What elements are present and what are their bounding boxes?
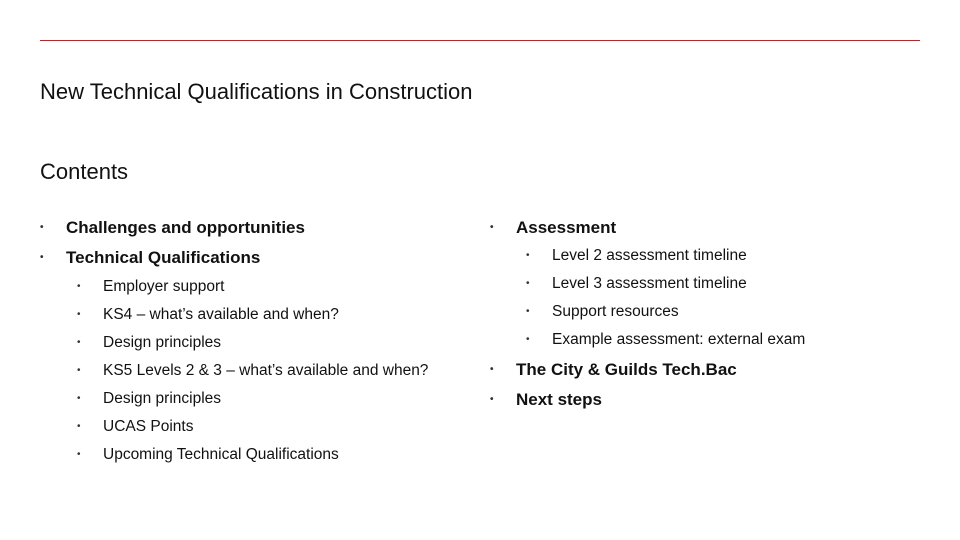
- contents-subitem-label: Upcoming Technical Qualifications: [103, 446, 339, 463]
- contents-item: [490, 390, 602, 410]
- contents-subitem: [77, 333, 222, 353]
- bullet: •: [40, 252, 44, 263]
- contents-subitem-label: Design principles: [103, 334, 222, 351]
- contents-subitem-label: UCAS Points: [103, 418, 194, 435]
- contents-subitem-label: Level 2 assessment timeline: [552, 247, 747, 264]
- contents-item: [490, 218, 617, 238]
- contents-subitem-label: Example assessment: external exam: [552, 331, 806, 348]
- bullet: •: [40, 222, 44, 233]
- bullet: •: [77, 365, 81, 376]
- contents-subitem: [77, 305, 339, 325]
- bullet: •: [77, 449, 81, 460]
- contents-subitem: [77, 445, 339, 465]
- bullet: •: [526, 250, 530, 261]
- bullet: •: [490, 364, 494, 375]
- bullet: •: [526, 306, 530, 317]
- contents-item-label: The City & Guilds Tech.Bac: [516, 360, 737, 379]
- contents-item: [490, 360, 737, 380]
- bullet: •: [490, 222, 494, 233]
- contents-item: [40, 248, 261, 268]
- contents-subitem: [77, 389, 222, 409]
- bullet: •: [526, 278, 530, 289]
- top-divider-rule: [40, 40, 920, 41]
- bullet: •: [526, 334, 530, 345]
- contents-subitem-label: Design principles: [103, 390, 222, 407]
- contents-subitem: [526, 274, 747, 294]
- contents-subitem-label: Employer support: [103, 278, 225, 295]
- bullet: •: [490, 394, 494, 405]
- contents-subitem-label: Support resources: [552, 303, 679, 320]
- contents-item-label: Next steps: [516, 390, 602, 409]
- contents-subitem: [77, 417, 194, 437]
- contents-item-label: Challenges and opportunities: [66, 218, 305, 237]
- contents-subitem: [526, 246, 747, 266]
- contents-subitem: [77, 277, 225, 297]
- bullet: •: [77, 309, 81, 320]
- contents-subitem-label: Level 3 assessment timeline: [552, 275, 747, 292]
- slide-title: New Technical Qualifications in Construction: [40, 79, 473, 104]
- contents-item-label: Technical Qualifications: [66, 248, 261, 267]
- contents-subitem: [526, 330, 806, 350]
- contents-subitem: [77, 361, 429, 381]
- contents-subitem-label: KS5 Levels 2 & 3 – what’s available and when?: [103, 362, 429, 379]
- contents-item: [40, 218, 305, 238]
- contents-subitem: [526, 302, 679, 322]
- contents-item-label: Assessment: [516, 218, 617, 237]
- bullet: •: [77, 337, 81, 348]
- contents-heading: Contents: [40, 159, 129, 184]
- bullet: •: [77, 393, 81, 404]
- bullet: •: [77, 281, 81, 292]
- contents-subitem-label: KS4 – what’s available and when?: [103, 306, 339, 323]
- bullet: •: [77, 421, 81, 432]
